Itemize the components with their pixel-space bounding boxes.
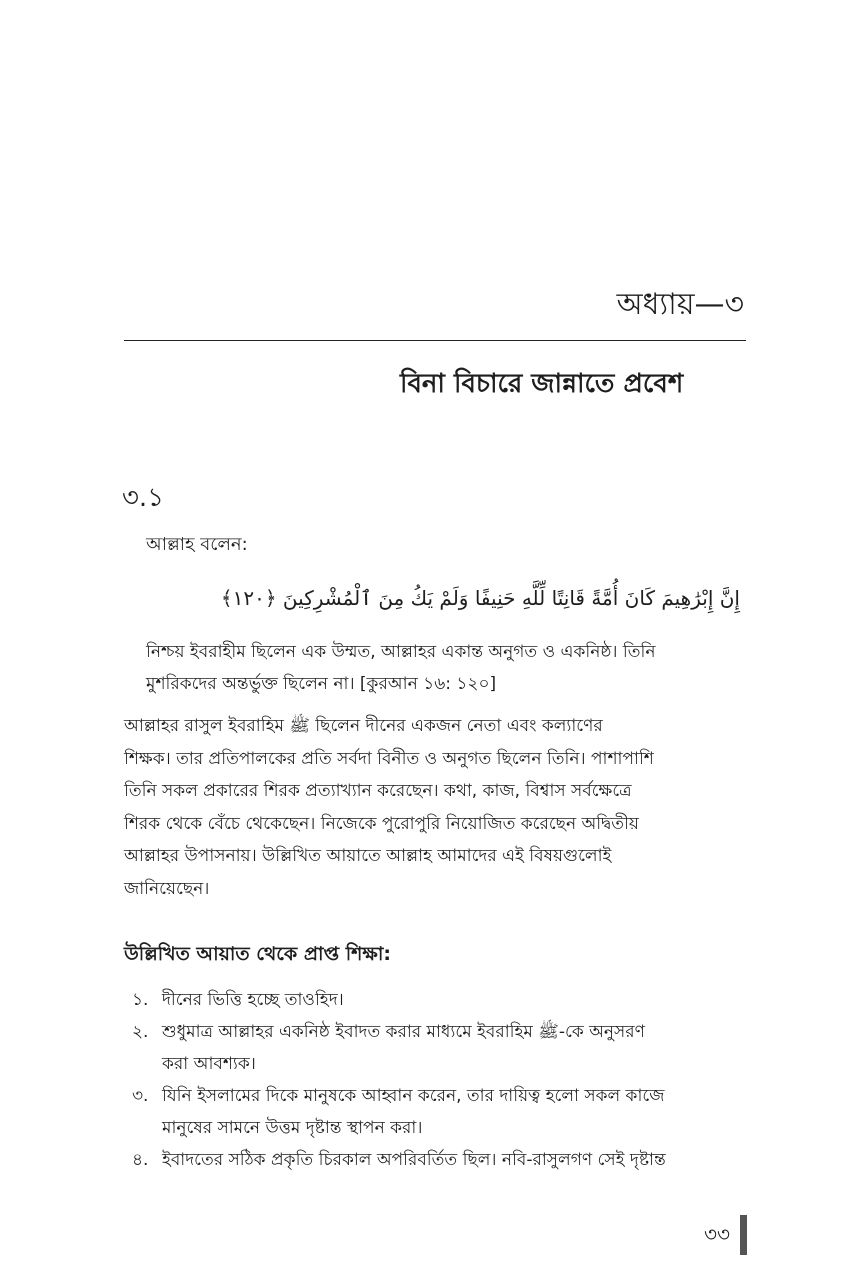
body-paragraph xyxy=(124,710,746,905)
paragraph-line: শিরক থেকে বেঁচে থেকেছেন। নিজেকে পুরোপুরি নিয়োজিত করেছেন অদ্বিতীয় xyxy=(124,813,639,834)
verse-translation xyxy=(146,636,746,700)
list-item xyxy=(132,1080,748,1144)
list-item xyxy=(132,984,748,1016)
lessons-heading: উল্লিখিত আয়াত থেকে প্রাপ্ত শিক্ষা: xyxy=(124,943,391,965)
list-item xyxy=(132,1016,748,1080)
chapter-title: বিনা বিচারে জান্নাতে প্রবেশ xyxy=(400,369,684,399)
paragraph-line: আল্লাহর উপাসনায়। উল্লিখিত আয়াতে আল্লাহ আমাদের এই বিষয়গুলোই xyxy=(124,846,612,866)
paragraph-line: শিক্ষক। তার প্রতিপালকের প্রতি সর্বদা বিনীত ও অনুগত ছিলেন তিনি। পাশাপাশি xyxy=(124,748,654,769)
chapter-divider xyxy=(124,340,746,341)
paragraph-line: জানিয়েছেন। xyxy=(124,878,210,899)
translation-line: মুশরিকদের অন্তর্ভুক্ত ছিলেন না। [কুরআন ১৬: ১২০] xyxy=(146,674,497,694)
paragraph-line: তিনি সকল প্রকারের শিরক প্রত্যাখ্যান করেছেন। কথা, কাজ, বিশ্বাস সর্বক্ষেত্রে xyxy=(124,781,632,801)
list-item-text: যিনি ইসলামের দিকে মানুষকে আহ্বান করেন, তার দায়িত্ব হলো সকল কাজে xyxy=(162,1086,665,1106)
list-item-text: করা আবশ্যক। xyxy=(162,1054,256,1074)
list-number: ১. xyxy=(132,990,149,1010)
lessons-list xyxy=(132,984,748,1176)
page-number-bar xyxy=(740,1215,747,1255)
list-item-text: মানুষের সামনে উত্তম দৃষ্টান্ত স্থাপন করা। xyxy=(162,1118,423,1138)
paragraph-line: আল্লাহর রাসুল ইবরাহিম ﷺ ছিলেন দীনের একজন নেতা এবং কল্যাণের xyxy=(124,716,603,736)
list-item xyxy=(132,1144,748,1176)
list-number: ৪. xyxy=(132,1150,149,1170)
quote-intro: আল্লাহ বলেন: xyxy=(146,534,248,555)
list-number: ২. xyxy=(132,1022,149,1042)
list-item-text: শুধুমাত্র আল্লাহর একনিষ্ঠ ইবাদত করার মাধ্যমে ইবরাহিম ﷺ-কে অনুসরণ xyxy=(162,1022,645,1042)
list-item-text: ইবাদতের সঠিক প্রকৃতি চিরকাল অপরিবর্তিত ছিল। নবি-রাসুলগণ সেই দৃষ্টান্ত xyxy=(162,1150,666,1170)
list-number: ৩. xyxy=(132,1086,149,1106)
translation-line: নিশ্চয় ইবরাহীম ছিলেন এক উম্মত, আল্লাহর একান্ত অনুগত ও একনিষ্ঠ। তিনি xyxy=(146,642,656,662)
list-item-text: দীনের ভিত্তি হচ্ছে তাওহিদ। xyxy=(162,990,344,1010)
arabic-verse: إِنَّ إِبْرَٰهِيمَ كَانَ أُمَّةً قَانِتًا لِّلَّهِ حَنِيفًا وَلَمْ يَكُ مِنَ ٱلْمُشْرِكِينَ ﴿١٢٠﴾ xyxy=(220,586,740,610)
page-number: ৩৩ xyxy=(703,1222,730,1246)
section-number: ৩.১ xyxy=(122,483,165,513)
chapter-label: অধ্যায়—৩ xyxy=(616,287,744,322)
